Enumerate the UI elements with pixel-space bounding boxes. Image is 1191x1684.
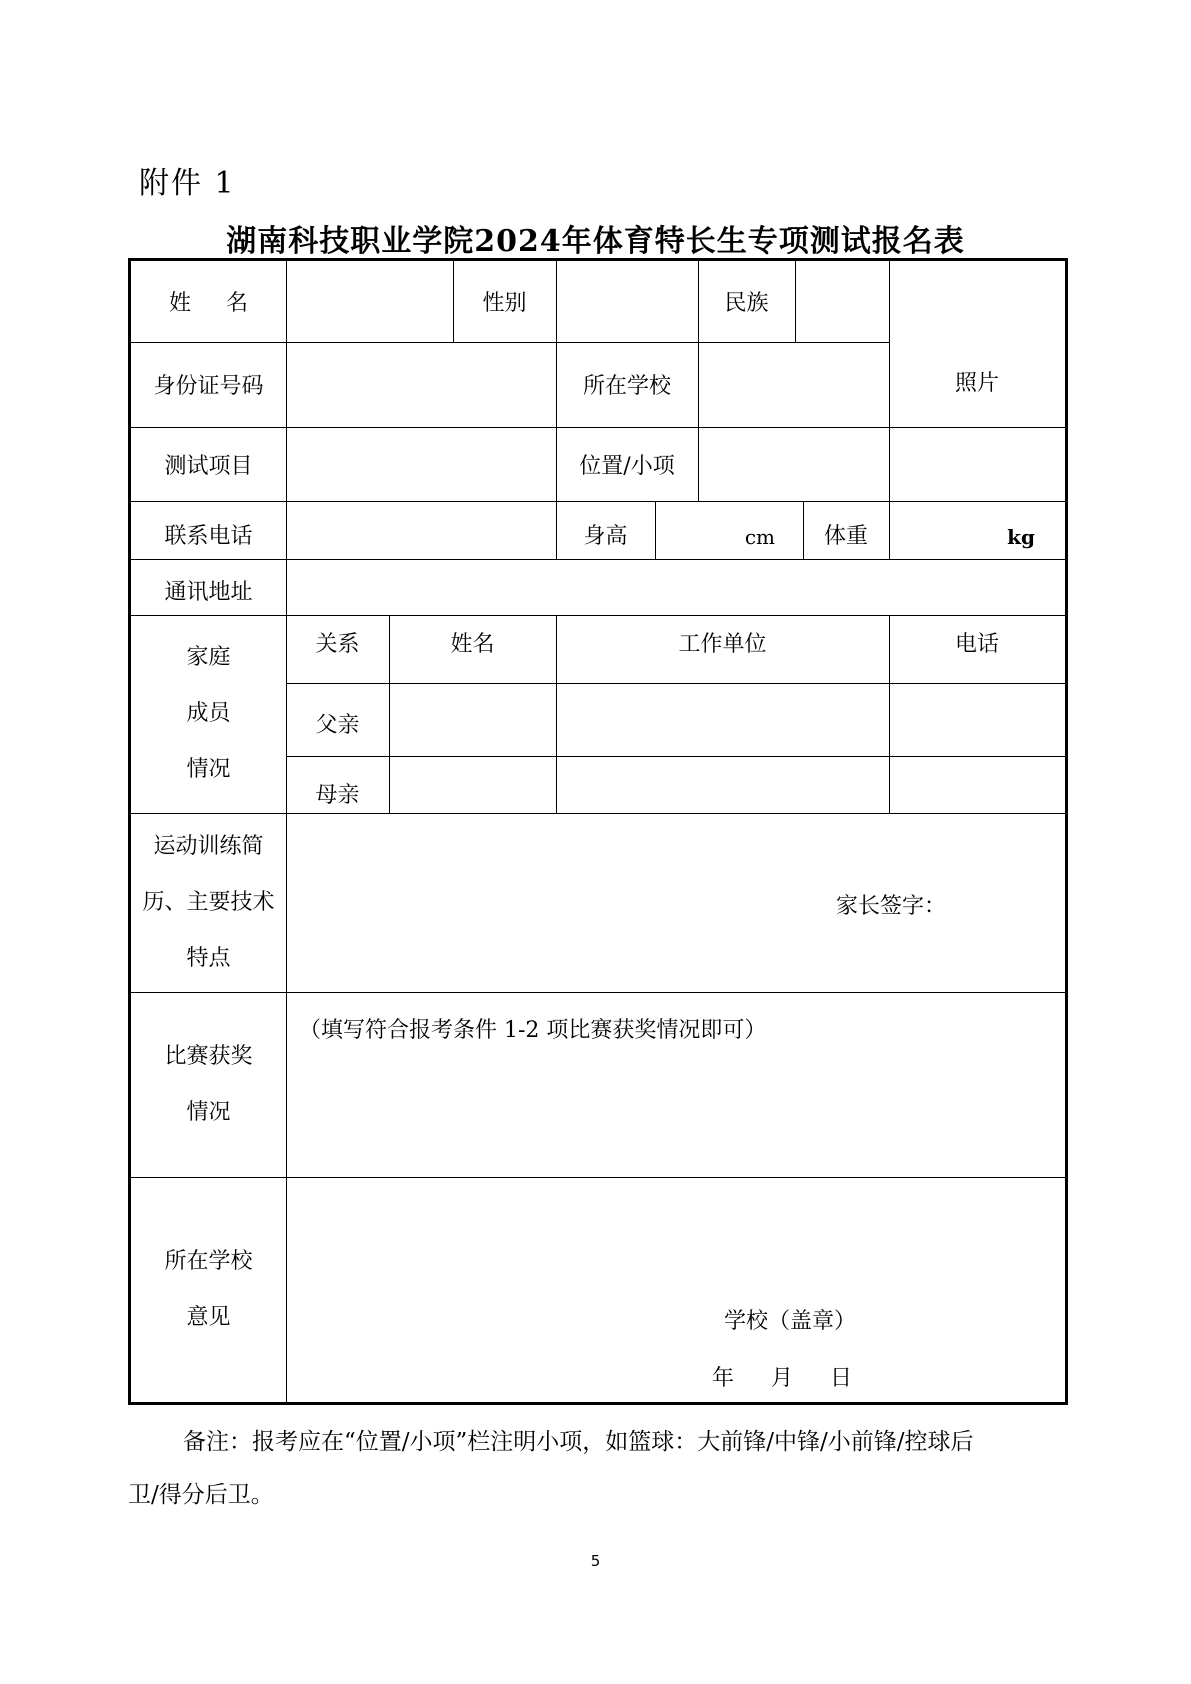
weight-unit: kg <box>1007 525 1035 549</box>
id-number-field[interactable] <box>287 343 556 427</box>
family-header-name: 姓名 <box>450 631 495 657</box>
weight-label: 体重 <box>823 523 868 549</box>
registration-table <box>128 258 1068 1405</box>
school-stamp-label: 学校（盖章） <box>724 1309 857 1334</box>
name-label: 姓 名 <box>169 291 248 316</box>
ethnicity-field[interactable] <box>796 261 889 342</box>
phone-field[interactable] <box>287 502 556 559</box>
height-unit: cm <box>744 525 775 549</box>
family-header-relation: 关系 <box>315 631 360 657</box>
school-opinion-field[interactable] <box>287 1178 1065 1402</box>
ethnicity-label: 民族 <box>724 291 769 316</box>
date-line: 年 月 日 <box>712 1366 852 1391</box>
gender-label: 性别 <box>482 291 527 316</box>
family-members-label: 家庭 成员 情况 <box>186 645 231 782</box>
family-row-father-relation: 父亲 <box>315 713 360 738</box>
photo-area[interactable]: 照片 <box>954 370 999 396</box>
school-label: 所在学校 <box>582 374 671 399</box>
name-field[interactable] <box>287 261 453 342</box>
school-field[interactable] <box>699 343 889 427</box>
position-label: 位置/小项 <box>579 453 675 479</box>
mother-phone-field[interactable] <box>890 757 1065 813</box>
father-work-field[interactable] <box>557 684 889 756</box>
address-label: 通讯地址 <box>164 579 253 605</box>
family-row-mother-relation: 母亲 <box>315 783 360 808</box>
school-opinion-label: 所在学校 意见 <box>164 1248 253 1330</box>
height-field[interactable] <box>656 502 803 559</box>
family-header-phone: 电话 <box>954 631 999 657</box>
training-history-field[interactable] <box>287 814 1065 992</box>
gender-field[interactable] <box>557 261 698 342</box>
id-number-label: 身份证号码 <box>153 374 264 399</box>
weight-field[interactable] <box>890 502 1065 559</box>
parent-signature-label: 家长签字： <box>836 894 947 919</box>
father-name-field[interactable] <box>390 684 556 756</box>
address-field[interactable] <box>287 560 1065 615</box>
family-header-work: 工作单位 <box>678 631 767 657</box>
page-number: 5 <box>590 1552 601 1570</box>
note-line-1: 备注：报考应在“位置/小项”栏注明小项，如篮球：大前锋/中锋/小前锋/控球后 <box>183 1429 974 1455</box>
test-item-field[interactable] <box>287 428 556 501</box>
position-field[interactable] <box>699 428 889 501</box>
awards-hint: （填写符合报考条件 1-2 项比赛获奖情况即可） <box>299 1018 767 1043</box>
awards-field[interactable] <box>287 993 1065 1177</box>
training-history-label: 运动训练简 历、主要技术 特点 <box>142 833 275 971</box>
phone-label: 联系电话 <box>164 523 253 549</box>
awards-label: 比赛获奖 情况 <box>164 1043 253 1125</box>
test-item-label: 测试项目 <box>164 453 253 479</box>
form-title: 湖南科技职业学院2024年体育特长生专项测试报名表 <box>226 224 965 259</box>
attachment-label: 附件 1 <box>139 166 236 201</box>
note-line-2: 卫/得分后卫。 <box>128 1482 274 1508</box>
mother-name-field[interactable] <box>390 757 556 813</box>
father-phone-field[interactable] <box>890 684 1065 756</box>
height-label: 身高 <box>583 523 628 549</box>
mother-work-field[interactable] <box>557 757 889 813</box>
